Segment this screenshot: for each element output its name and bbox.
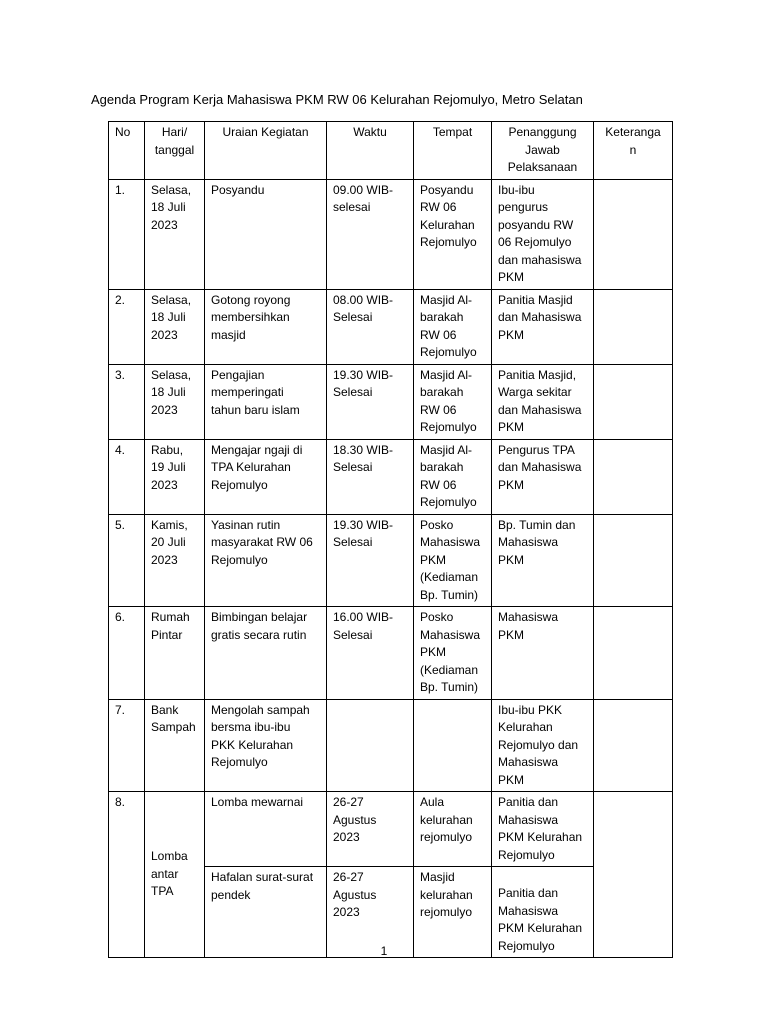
header-waktu: Waktu (327, 122, 414, 180)
cell-tempat: Posyandu RW 06 Kelurahan Rejomulyo (414, 179, 492, 289)
cell-tempat: Masjid Al- barakah RW 06 Rejomulyo (414, 289, 492, 364)
cell-penanggung-jawab: Ibu-ibu PKK Kelurahan Rejomulyo dan Mahasiswa PKM (492, 699, 594, 792)
cell-keterangan (594, 699, 673, 792)
cell-uraian: Lomba mewarnai (205, 792, 327, 867)
cell-penanggung-jawab: Panitia dan Mahasiswa PKM Kelurahan Rejomulyo (492, 792, 594, 867)
cell-hari-tanggal: Bank Sampah (145, 699, 205, 792)
cell-waktu: 18.30 WIB- Selesai (327, 439, 414, 514)
cell-hari-tanggal: Selasa, 18 Juli 2023 (145, 179, 205, 289)
cell-no: 3. (109, 364, 145, 439)
cell-keterangan (594, 179, 673, 289)
cell-no: 1. (109, 179, 145, 289)
cell-hari-tanggal: Selasa, 18 Juli 2023 (145, 289, 205, 364)
cell-penanggung-jawab: Ibu-ibu pengurus posyandu RW 06 Rejomulyo dan mahasiswa PKM (492, 179, 594, 289)
table-row (109, 179, 673, 289)
cell-uraian: Mengolah sampah bersma ibu-ibu PKK Kelurahan Rejomulyo (205, 699, 327, 792)
header-no: No (109, 122, 145, 180)
cell-no: 2. (109, 289, 145, 364)
cell-keterangan (594, 289, 673, 364)
document-title: Agenda Program Kerja Mahasiswa PKM RW 06 Kelurahan Rejomulyo, Metro Selatan (91, 92, 583, 107)
cell-hari-tanggal: Kamis, 20 Juli 2023 (145, 514, 205, 607)
cell-waktu (327, 699, 414, 792)
cell-uraian: Mengajar ngaji di TPA Kelurahan Rejomulyo (205, 439, 327, 514)
cell-uraian: Yasinan rutin masyarakat RW 06 Rejomulyo (205, 514, 327, 607)
cell-penanggung-jawab: Panitia dan Mahasiswa PKM Kelurahan Rejomulyo (492, 867, 594, 958)
cell-keterangan (594, 514, 673, 607)
table-row (109, 364, 673, 439)
cell-no: 8. (109, 792, 145, 958)
cell-waktu: 19.30 WIB- Selesai (327, 514, 414, 607)
cell-tempat (414, 699, 492, 792)
cell-waktu: 08.00 WIB- Selesai (327, 289, 414, 364)
cell-keterangan (594, 364, 673, 439)
cell-penanggung-jawab: Mahasiswa PKM (492, 607, 594, 700)
header-tempat: Tempat (414, 122, 492, 180)
cell-keterangan (594, 439, 673, 514)
table-row (109, 289, 673, 364)
cell-no: 7. (109, 699, 145, 792)
table-row (109, 439, 673, 514)
cell-uraian: Bimbingan belajar gratis secara rutin (205, 607, 327, 700)
cell-penanggung-jawab: Panitia Masjid, Warga sekitar dan Mahasiswa PKM (492, 364, 594, 439)
cell-uraian: Hafalan surat-surat pendek (205, 867, 327, 958)
table-row (109, 792, 673, 867)
cell-waktu: 26-27 Agustus 2023 (327, 867, 414, 958)
header-keterangan: Keteranga n (594, 122, 673, 180)
cell-hari-tanggal: Rabu, 19 Juli 2023 (145, 439, 205, 514)
cell-hari-tanggal: Rumah Pintar (145, 607, 205, 700)
cell-keterangan (594, 607, 673, 700)
cell-tempat: Posko Mahasiswa PKM (Kediaman Bp. Tumin) (414, 514, 492, 607)
cell-waktu: 19.30 WIB- Selesai (327, 364, 414, 439)
agenda-table (108, 121, 673, 958)
table-row (109, 514, 673, 607)
cell-hari-tanggal: Lomba antar TPA (145, 792, 205, 958)
cell-penanggung-jawab: Panitia Masjid dan Mahasiswa PKM (492, 289, 594, 364)
cell-penanggung-jawab: Pengurus TPA dan Mahasiswa PKM (492, 439, 594, 514)
cell-tempat: Masjid Al- barakah RW 06 Rejomulyo (414, 364, 492, 439)
cell-waktu: 09.00 WIB- selesai (327, 179, 414, 289)
cell-no: 5. (109, 514, 145, 607)
table-row (109, 699, 673, 792)
cell-penanggung-jawab: Bp. Tumin dan Mahasiswa PKM (492, 514, 594, 607)
table-header-row (109, 122, 673, 180)
header-uraian-kegiatan: Uraian Kegiatan (205, 122, 327, 180)
cell-waktu: 16.00 WIB- Selesai (327, 607, 414, 700)
cell-hari-tanggal: Selasa, 18 Juli 2023 (145, 364, 205, 439)
cell-no: 4. (109, 439, 145, 514)
cell-tempat: Posko Mahasiswa PKM (Kediaman Bp. Tumin) (414, 607, 492, 700)
cell-tempat: Masjid Al- barakah RW 06 Rejomulyo (414, 439, 492, 514)
page-number: 1 (380, 944, 388, 958)
cell-tempat: Aula kelurahan rejomulyo (414, 792, 492, 867)
header-penanggung-jawab: Penanggung Jawab Pelaksanaan (492, 122, 594, 180)
cell-tempat: Masjid kelurahan rejomulyo (414, 867, 492, 958)
table-row (109, 607, 673, 700)
cell-uraian: Gotong royong membersihkan masjid (205, 289, 327, 364)
cell-uraian: Posyandu (205, 179, 327, 289)
cell-uraian: Pengajian memperingati tahun baru islam (205, 364, 327, 439)
cell-waktu: 26-27 Agustus 2023 (327, 792, 414, 867)
cell-no: 6. (109, 607, 145, 700)
cell-keterangan (594, 792, 673, 958)
header-hari-tanggal: Hari/ tanggal (145, 122, 205, 180)
